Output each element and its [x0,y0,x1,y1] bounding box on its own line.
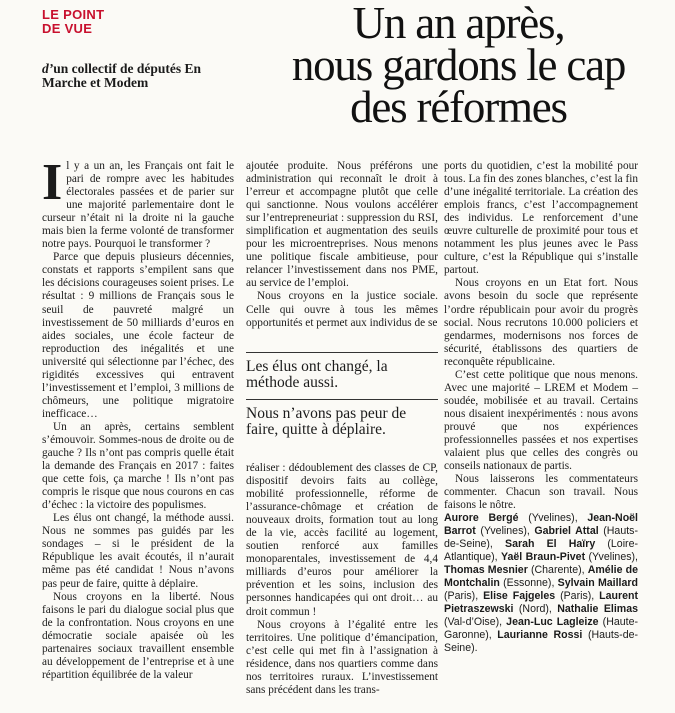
headline-line-3: des réformes [350,82,567,132]
headline-line-2: nous gardons le cap [291,40,626,90]
paragraph: Nous croyons en un Etat fort. Nous avons besoin du socle que représente l’ordre républicain pour avoir du progrès social. Nous recrutons 10.000 policiers et gendarmes, modernisons nos forces de sécurité, établissons des quartiers de reconquête républicaine. [444,277,638,368]
paragraph: réaliser : dédoublement des classes de CP, dispositif devoirs faits au collège, mobilité professionnelle, réforme de l’assurance-chômage et création de nouveaux droits, formation tout au long de la vie, accès facilité au logement, soutien renforcé aux familles monoparentales, investissement de 4,4 milliards d’euros pour améliorer la prévention et les soins, inclusion des personnes handicapées qui ont droit… au droit commun ! [246,462,438,618]
signatory-name: Sylvain Maillard [557,577,638,590]
paragraph: Nous croyons en la justice sociale. Celle qui ouvre à tous les mêmes opportunités et permet aux individus de se [246,290,438,329]
section-rubric [42,8,104,36]
column-2-top [246,160,438,330]
pull-quote-2: Nous n’avons pas peur de faire, quitte à déplaire. [246,405,407,438]
paragraph: ports du quotidien, c’est la mobilité pour tous. La fin des zones blanches, c’est la fin d’une inégalité territoriale. La création des emplois francs, c’est l’accompagnement des individus. Le renforcement d’une œuvre culturelle de proximité pour tous et notamment les plus jeunes avec le Pass culture, c’est la République qui s’installe partout. [444,160,638,277]
byline [42,62,232,90]
signatory-name: Elise Fajgeles [483,590,556,603]
column-1 [42,154,234,682]
signatory-name: Jean-Luc Lagleize [506,616,599,629]
paragraph: Nous croyons à l’égalité entre les territoires. Une politique d’émancipation, c’est celle qui met fin à l’assignation à résidence, dans nos quartiers comme dans nos territoires ruraux. L’investissement sans précédent dans les trans- [246,618,438,696]
pull-quote [246,352,438,453]
paragraph: Un an après, certains semblent s’émouvoir. Sommes-nous de droite ou de gauche ? Ils n’ont pas compris quelle était la demande des Français en 2017 : faites que cette fois, ça marche ! Ils n’ont pas compris le risque que nous courons en cas d’échec : la victoire des populismes. [42,420,234,512]
paragraph: Parce que depuis plusieurs décennies, constats et rapports s’empilent sans que les décisions courageuses soient prises. Le résultat : 9 millions de Français sous le seuil de pauvreté malgré un investissement de 50 milliards d’euros en aides sociales, une école facteur de reproduction des inégalités et une université qui sélectionne par l’échec, des rigidités excessives qui entravent l’investissement et l’emploi, 3 millions de chômeurs, une politique migratoire inefficace… [42,251,234,420]
pull-quote-1: Les élus ont changé, la méthode aussi. [246,358,388,391]
paragraph: Les élus ont changé, la méthode aussi. Nous ne sommes pas guidés par les sondages – si le président de la République les avait écoutés, il n’aurait même pas été candidat ! Nous n’avons pas peur de faire, quitte à déplaire. [42,512,234,590]
signatory-name: Yaël Braun-Pivet [501,551,586,564]
signatory-name: Laurent Pietraszewski [444,590,639,616]
column-3 [444,160,638,655]
paragraph: Nous laisserons les commentateurs commenter. Chacun son travail. Nous faisons le nôtre. [444,473,638,512]
paragraph: ajoutée produite. Nous préférons une administration qui reconnaît le droit à l’erreur et accompagne plutôt que celle qui sanctionne. Nous voulons accélérer sur l’entrepreneuriat : suppression du RSI, simplification et augmentation des seuils pour les microentreprises. Nous menons une politique fiscale ambitieuse, pour relancer l’investissement dans nos PME, au service de l’emploi. [246,160,438,290]
paragraph: C’est cette politique que nous menons. Avec une majorité – LREM et Modem – soudée, mobilisée et au travail. Certains nous disaient inexpérimentés : nous avons prouvé que nos expériences professionnelles passées et nos expertises valaient plus que celles des congrès ou conseils nationaux de partis. [444,368,638,473]
signatory-name: Nathalie Elimas [557,603,638,616]
paragraph: Nous croyons en la liberté. Nous faisons le pari du dialogue social plus que de la confrontation. Nous croyons en une démocratie sociale apaisée où les partenaires sociaux travaillent ensemble au développement de l’entreprise et à une répartition équilibrée de la valeur [42,590,234,681]
rubric-line-1: LE POINT [42,7,105,22]
byline-text: un collectif de députés En Marche et Modem [42,61,202,90]
drop-cap: I [42,154,63,211]
signatory-name: Jean-Noël Barrot [444,512,639,538]
paragraph: Il y a un an, les Français ont fait le pari de rompre avec les habitudes électorales passées et de parier sur une majorité parlementaire dont le curseur n’était ni la droite ni la gauche mais bien la ferme volonté de transformer notre pays. Pourquoi le transformer ? [42,154,234,251]
rubric-line-2: DE VUE [42,21,93,36]
signatory-name: Laurianne Rossi [497,629,583,642]
signatory-name: Amélie de Montchalin [444,564,638,590]
signatories: Aurore Bergé (Yvelines), Jean-Noël Barrot (Yvelines), Gabriel Attal (Hauts-de-Seine), Sarah El Haïry (Loire-Atlantique), Yaël Braun-Pivet (Yvelines), Thomas Mesnier (Charente), Amélie de Montchalin (Essonne), Sylvain Maillard (Paris), Elise Fajgeles (Paris), Laurent Pietraszewski (Nord), Nathalie Elimas (Val-d’Oise), Jean-Luc Lagleize (Haute-Garonne), Laurianne Rossi (Hauts-de-Seine). [444,512,639,655]
byline-prefix: d’ [42,61,54,76]
signatory-name: Gabriel Attal [534,525,599,538]
column-2-bottom [246,462,438,697]
signatory-name: Thomas Mesnier [444,564,528,577]
signatory-name: Sarah El Haïry [505,538,596,551]
headline [246,0,671,132]
signatory-name: Aurore Bergé [444,512,519,525]
headline-line-1: Un an après, [352,0,565,48]
